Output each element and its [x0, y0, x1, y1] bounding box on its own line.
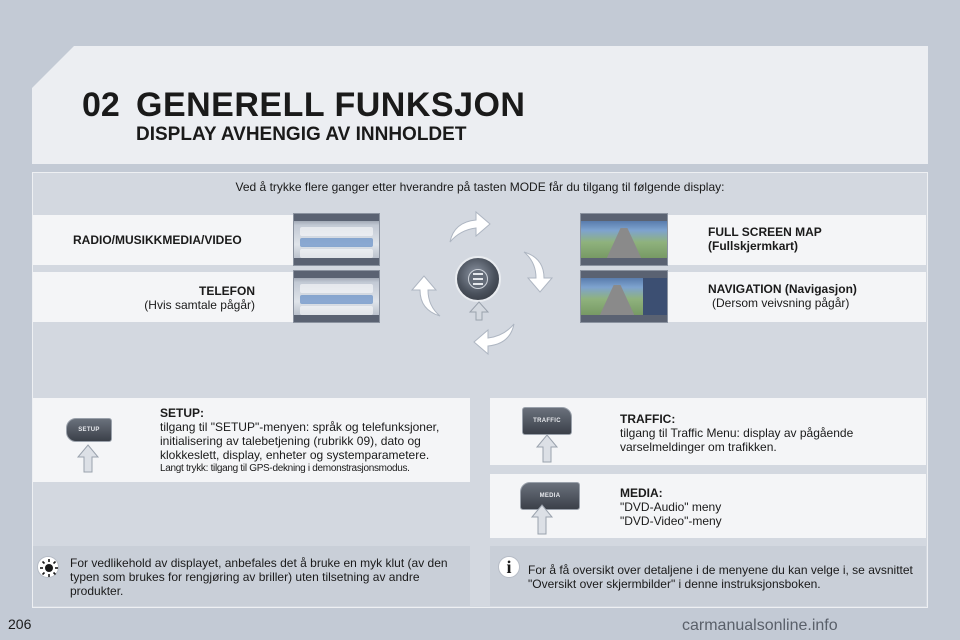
mode-note-nav: (Dersom veivsning pågår) — [712, 296, 850, 310]
page-title: GENERELL FUNKSJON — [136, 86, 526, 124]
setup-title: SETUP: — [160, 406, 205, 420]
intro-text: Ved å trykke flere ganger etter hverandre på tasten MODE får du tilgang til følgende display: — [235, 180, 725, 194]
mode-row-radio — [33, 215, 293, 265]
radio-display-thumbnail — [293, 213, 380, 266]
cycle-arrow-left-icon — [406, 272, 446, 322]
chapter-number: 02 — [82, 86, 120, 124]
mode-subtitle-map: (Fullskjermkart) — [708, 239, 799, 253]
maintenance-note: For vedlikehold av displayet, anbefales det å bruke en myk klut (av den typen som brukes for rengjøring av briller) uten tilsetning av andre produkter. — [70, 556, 448, 598]
traffic-press-arrow-icon — [535, 434, 559, 464]
media-button[interactable]: MEDIA — [520, 482, 580, 510]
mode-title-telefon: TELEFON — [199, 284, 255, 298]
traffic-title: TRAFFIC: — [620, 412, 676, 426]
media-press-arrow-icon — [530, 504, 554, 536]
media-line-2: "DVD-Video"-meny — [620, 514, 722, 528]
watermark: carmanualsonline.info — [682, 617, 838, 634]
overview-note: For å få oversikt over detaljene i de menyene du kan velge i, se avsnittet "Oversikt over skjermbilder" i denne instruksjonsboken. — [528, 563, 913, 591]
traffic-text: tilgang til Traffic Menu: display av pågående varselmeldinger om trafikken. — [620, 426, 854, 454]
sun-icon — [37, 556, 59, 578]
page-number: 206 — [8, 616, 32, 632]
cycle-arrow-top-icon — [444, 208, 494, 248]
mode-row-nav — [668, 272, 926, 322]
mode-row-map — [668, 215, 926, 265]
mode-title-map: FULL SCREEN MAP — [708, 225, 822, 239]
navigation-display-thumbnail — [580, 270, 668, 323]
media-line-1: "DVD-Audio" meny — [620, 500, 722, 514]
page-subtitle: DISPLAY AVHENGIG AV INNHOLDET — [136, 124, 467, 145]
mode-label-radio: RADIO/MUSIKKMEDIA/VIDEO — [73, 233, 242, 247]
telefon-display-thumbnail — [293, 270, 380, 323]
setup-press-arrow-icon — [76, 444, 100, 474]
mode-title-nav: NAVIGATION (Navigasjon) — [708, 282, 857, 296]
cycle-arrow-right-icon — [518, 246, 558, 296]
media-title: MEDIA: — [620, 486, 663, 500]
mode-row-telefon — [33, 272, 293, 322]
mode-note-telefon: (Hvis samtale pågår) — [144, 298, 255, 312]
full-map-display-thumbnail — [580, 213, 668, 266]
setup-long-press-text: Langt trykk: tilgang til GPS-dekning i demonstrasjonsmodus. — [160, 463, 410, 474]
setup-text: tilgang til "SETUP"-menyen: språk og telefunksjoner, initialisering av talebetjening (rubrikk 09), dato og klokkeslett, display, enheter og systemparametere. — [160, 420, 440, 462]
cycle-arrow-bottom-icon — [470, 318, 520, 358]
traffic-button[interactable]: TRAFFIC — [522, 407, 572, 435]
setup-button[interactable]: SETUP — [66, 418, 112, 442]
menu-icon — [473, 273, 483, 285]
push-arrow-icon — [468, 300, 490, 322]
mode-knob[interactable] — [455, 256, 501, 302]
info-icon: i — [498, 556, 520, 578]
